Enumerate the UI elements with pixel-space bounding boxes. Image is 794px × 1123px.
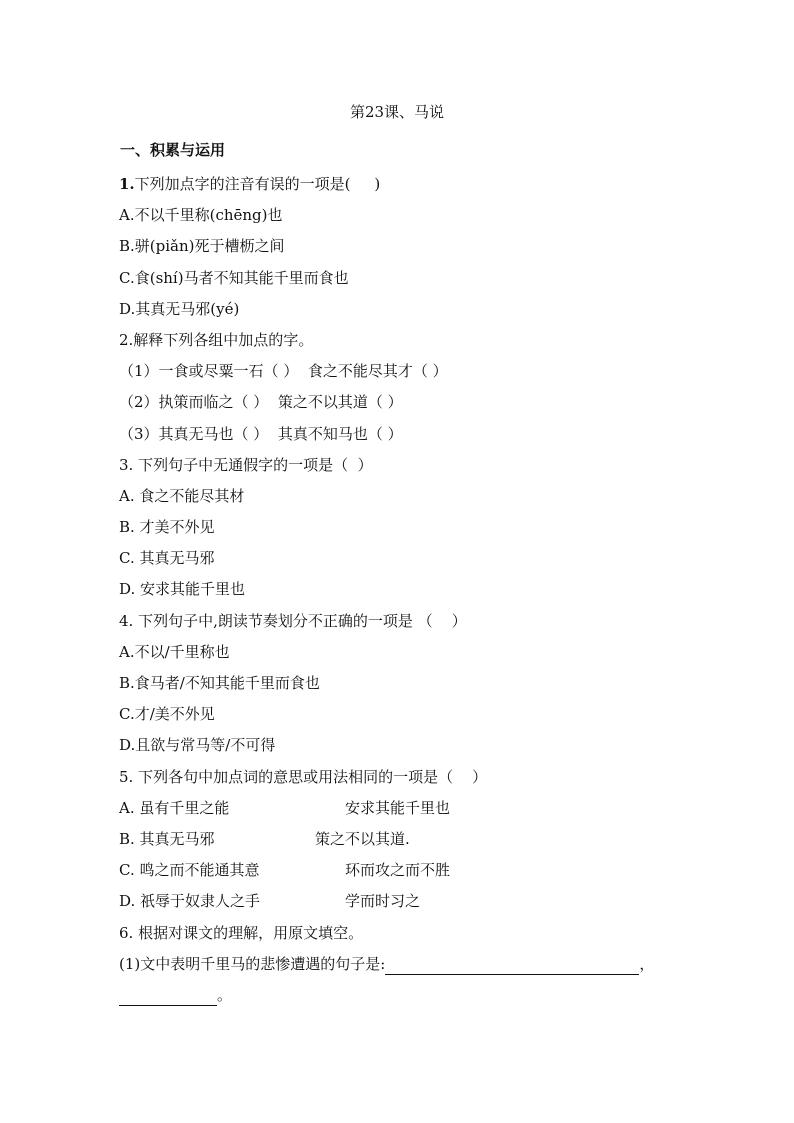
question-5-option-b [119, 824, 679, 855]
question-list [119, 169, 679, 1011]
answer-blank-2[interactable] [119, 985, 217, 1006]
question-5-option-c [119, 855, 679, 886]
question-6-item-1-cont [119, 980, 679, 1011]
question-5-option-a [119, 793, 679, 824]
question-5-option-d [119, 886, 679, 917]
question-5-option-d-left: D. 祇辱于奴隶人之手 [119, 892, 261, 911]
question-4-option-d: D.且欲与常马等/不可得 [119, 736, 276, 755]
question-1-number: 1. [119, 175, 135, 193]
question-6-comma: ， [639, 954, 655, 973]
question-1-option-b: B.骈(piǎn)死于槽枥之间 [119, 237, 285, 256]
question-1-stem [119, 169, 679, 200]
question-5-stem: 5. 下列各句中加点词的意思或用法相同的一项是（ ） [119, 767, 488, 786]
question-2-item-1: （1）一食或尽粟一石（ ） 食之不能尽其才（ ） [119, 362, 448, 381]
question-5-option-c-right: 环而攻之而不胜 [345, 861, 451, 880]
question-5-option-a-left: A. 虽有千里之能 [119, 798, 230, 817]
question-3-option-a: A. 食之不能尽其材 [119, 486, 245, 505]
question-4-option-a: A.不以/千里称也 [119, 642, 230, 661]
question-2-stem: 2.解释下列各组中加点的字。 [119, 330, 314, 349]
question-6-item-1 [119, 949, 679, 980]
question-5-option-c-left: C. 鸣之而不能通其意 [119, 861, 260, 880]
question-1-option-a: A.不以千里称(chēng)也 [119, 206, 283, 225]
question-4-option-c: C.才/美不外见 [119, 705, 215, 724]
question-5-option-b-right: 策之不以其道. [315, 829, 410, 848]
question-2-item-3: （3）其真无马也（ ） 其真不知马也（ ） [119, 424, 403, 443]
question-5-option-d-right: 学而时习之 [345, 892, 421, 911]
section-heading: 一、积累与运用 [120, 141, 226, 159]
question-1-text: 下列加点字的注音有误的一项是( ) [134, 175, 381, 193]
question-6-item-1-prefix: (1)文中表明千里马的悲惨遭遇的句子是: [119, 954, 386, 973]
question-5-option-a-right: 安求其能千里也 [345, 798, 451, 817]
question-6-period: 。 [217, 985, 233, 1004]
question-4-option-b: B.食马者/不知其能千里而食也 [119, 674, 320, 692]
question-1-option-d: D.其真无马邪(yé) [119, 299, 240, 318]
question-4-stem: 4. 下列句子中,朗读节奏划分不正确的一项是 （ ） [119, 611, 467, 630]
question-3-option-d: D. 安求其能千里也 [119, 580, 246, 599]
question-3-option-c: C. 其真无马邪 [119, 549, 215, 568]
page-title: 第23课、马说 [349, 103, 445, 121]
question-6-stem: 6. 根据对课文的理解，用原文填空。 [119, 923, 364, 942]
question-2-item-2: （2）执策而临之（ ） 策之不以其道（ ） [119, 393, 403, 412]
question-3-stem: 3. 下列句子中无通假字的一项是（ ） [119, 455, 373, 474]
question-1-option-c: C.食(shí)马者不知其能千里而食也 [119, 268, 349, 287]
answer-blank-1[interactable] [385, 954, 639, 975]
question-5-option-b-left: B. 其真无马邪 [119, 829, 215, 848]
question-3-option-b: B. 才美不外见 [119, 518, 215, 537]
